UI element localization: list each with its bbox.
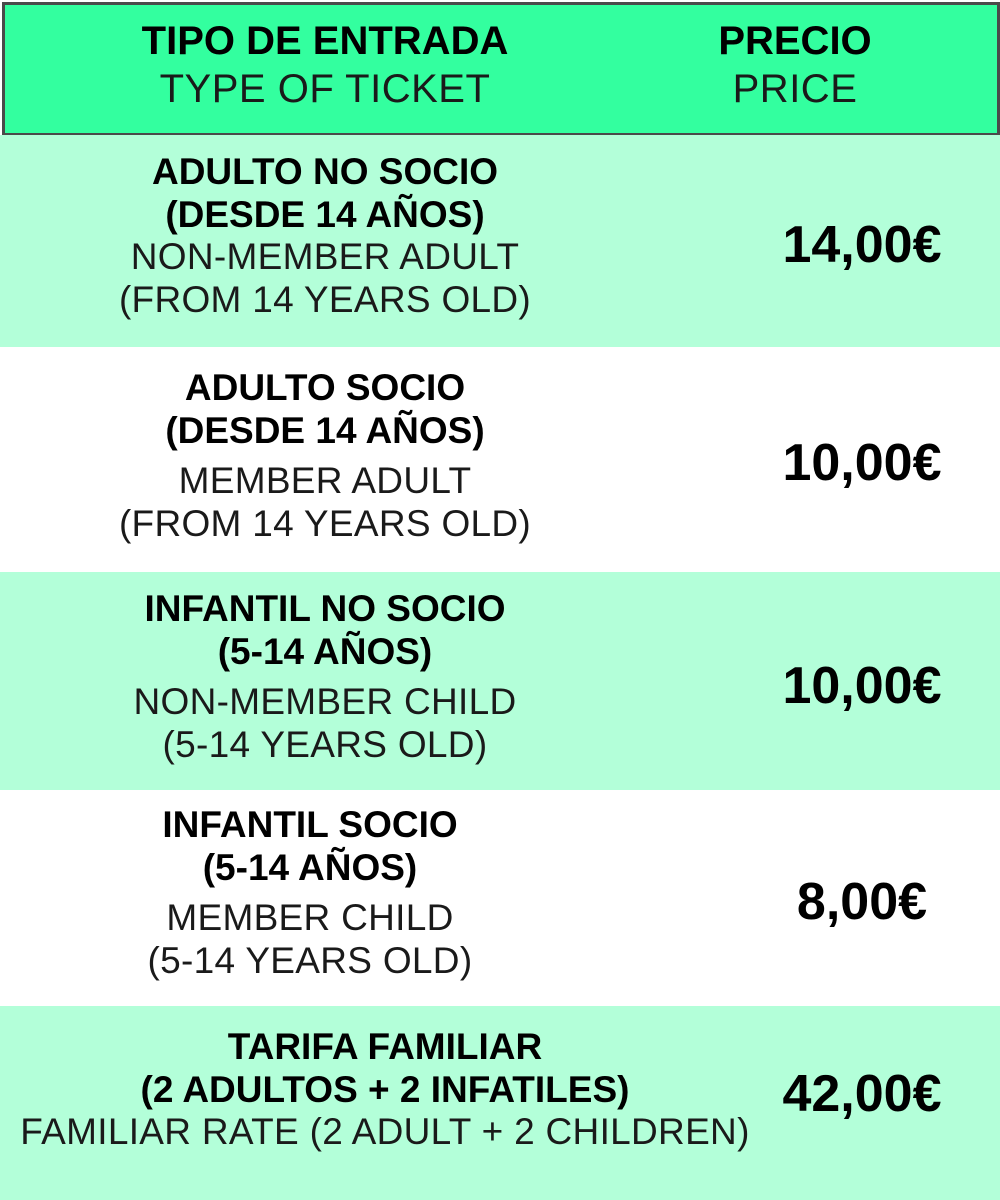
ticket-name-es: INFANTIL NO SOCIO: [144, 588, 506, 629]
ticket-age-en: (5-14 YEARS OLD): [147, 939, 473, 981]
ticket-name-es: TARIFA FAMILIAR: [227, 1026, 543, 1067]
header-ticket-type: [5, 21, 645, 109]
header-price-en: PRICE: [732, 67, 858, 111]
table-header: [2, 2, 1000, 136]
ticket-type-cell: [80, 588, 570, 766]
ticket-name-en: NON-MEMBER ADULT: [130, 236, 520, 278]
ticket-name-es: ADULTO SOCIO: [184, 367, 466, 408]
table-row: [0, 135, 1000, 347]
ticket-age-en: (5-14 YEARS OLD): [162, 723, 488, 765]
ticket-type-cell: [0, 1026, 770, 1154]
ticket-price: 42,00€: [782, 1065, 942, 1123]
table-row: [0, 1006, 1000, 1200]
table-row: [0, 790, 1000, 1006]
ticket-age-es: (5-14 AÑOS): [202, 846, 418, 888]
ticket-type-cell: [80, 367, 570, 545]
ticket-age-en: (FROM 14 YEARS OLD): [118, 278, 532, 320]
ticket-price: 8,00€: [796, 873, 928, 931]
header-price: [645, 21, 945, 109]
ticket-name-en: NON-MEMBER CHILD: [133, 681, 517, 723]
ticket-age-es: (2 ADULTOS + 2 INFATILES): [140, 1068, 630, 1110]
ticket-name-es: INFANTIL SOCIO: [162, 804, 458, 845]
ticket-age-es: (DESDE 14 AÑOS): [165, 193, 485, 235]
table-row: [0, 572, 1000, 790]
ticket-type-cell: [80, 151, 570, 321]
header-type-en: TYPE OF TICKET: [159, 67, 491, 111]
table-row: [0, 347, 1000, 572]
ticket-name-en: MEMBER CHILD: [166, 897, 454, 939]
header-type-es: TIPO DE ENTRADA: [141, 19, 509, 63]
ticket-age-es: (DESDE 14 AÑOS): [165, 409, 485, 451]
ticket-price: 14,00€: [782, 216, 942, 274]
ticket-age-en: (FROM 14 YEARS OLD): [118, 502, 532, 544]
ticket-name-en: FAMILIAR RATE (2 ADULT + 2 CHILDREN): [20, 1111, 750, 1153]
ticket-type-cell: [60, 804, 560, 982]
ticket-name-en: MEMBER ADULT: [178, 460, 472, 502]
ticket-name-es: ADULTO NO SOCIO: [151, 151, 499, 192]
ticket-price: 10,00€: [782, 657, 942, 715]
ticket-age-es: (5-14 AÑOS): [217, 630, 433, 672]
ticket-price: 10,00€: [782, 434, 942, 492]
header-price-es: PRECIO: [718, 19, 872, 63]
